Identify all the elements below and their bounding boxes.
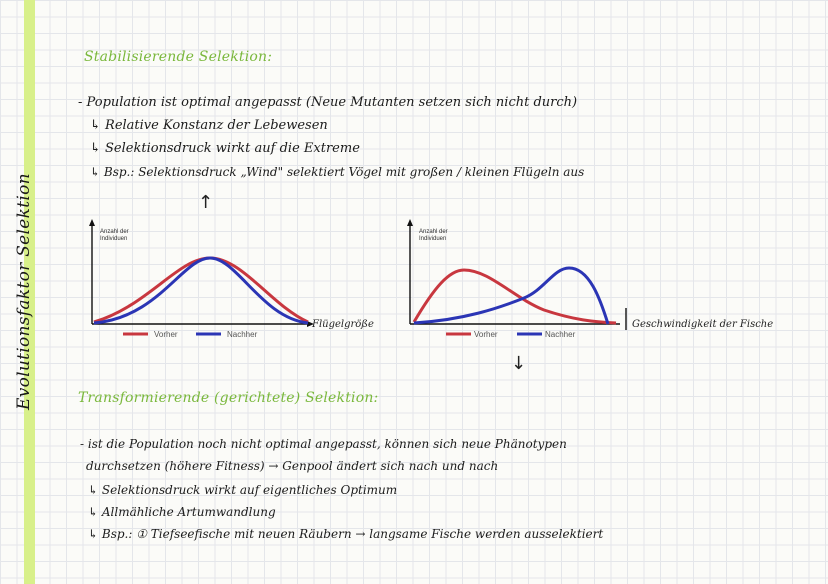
chart-stabilizing (88, 218, 328, 343)
y-axis-arrow-icon (89, 219, 95, 226)
section1-heading: Stabilisierende Selektion: (84, 49, 273, 65)
chart-left-x-label: Flügelgröße (312, 319, 374, 330)
section2-line-4: ↳ Allmähliche Artumwandlung (88, 505, 276, 519)
section2-line-3: ↳ Selektionsdruck wirkt auf eigentliches Optimum (88, 483, 398, 497)
section1-line-3: ↳ Selektionsdruck wirkt auf die Extreme (90, 141, 360, 156)
section1-line-1: - Population ist optimal angepasst (Neue Mutanten setzen sich nicht durch) (78, 95, 578, 110)
section2-heading: Transformierende (gerichtete) Selektion: (78, 390, 379, 406)
section2-line-5: ↳ Bsp.: ① Tiefseefische mit neuen Räubern → langsame Fische werden ausselektiert (88, 527, 604, 541)
y-axis-label-2: Individuen (100, 236, 128, 242)
y-axis-label-1: Anzahl der (419, 229, 448, 235)
chart-directional (404, 218, 634, 343)
section2-line-2: durchsetzen (höhere Fitness) → Genpool ändert sich nach und nach (86, 459, 499, 473)
chart-right-x-label: Geschwindigkeit der Fische (632, 319, 774, 330)
section2-line-1: - ist die Population noch nicht optimal angepasst, können sich neue Phänotypen (80, 437, 567, 451)
curve-after (414, 268, 608, 324)
side-title: Evolutionsfaktor Selektion (14, 173, 34, 410)
y-axis-arrow-icon (407, 219, 413, 226)
down-arrow-icon: ↓ (511, 353, 527, 374)
up-arrow-icon: ↑ (198, 192, 214, 213)
legend-after-label: Nachher (545, 330, 576, 339)
y-axis-label-2: Individuen (419, 236, 447, 242)
legend-after-label: Nachher (227, 330, 258, 339)
legend-before-label: Vorher (154, 330, 178, 339)
section1-line-4: ↳ Bsp.: Selektionsdruck „Wind" selektiert Vögel mit großen / kleinen Flügeln aus (90, 165, 585, 179)
legend-before-label: Vorher (474, 330, 498, 339)
curve-before (94, 258, 308, 322)
curve-after (94, 258, 308, 323)
section1-line-2: ↳ Relative Konstanz der Lebewesen (90, 118, 328, 133)
y-axis-label-1: Anzahl der (100, 229, 129, 235)
